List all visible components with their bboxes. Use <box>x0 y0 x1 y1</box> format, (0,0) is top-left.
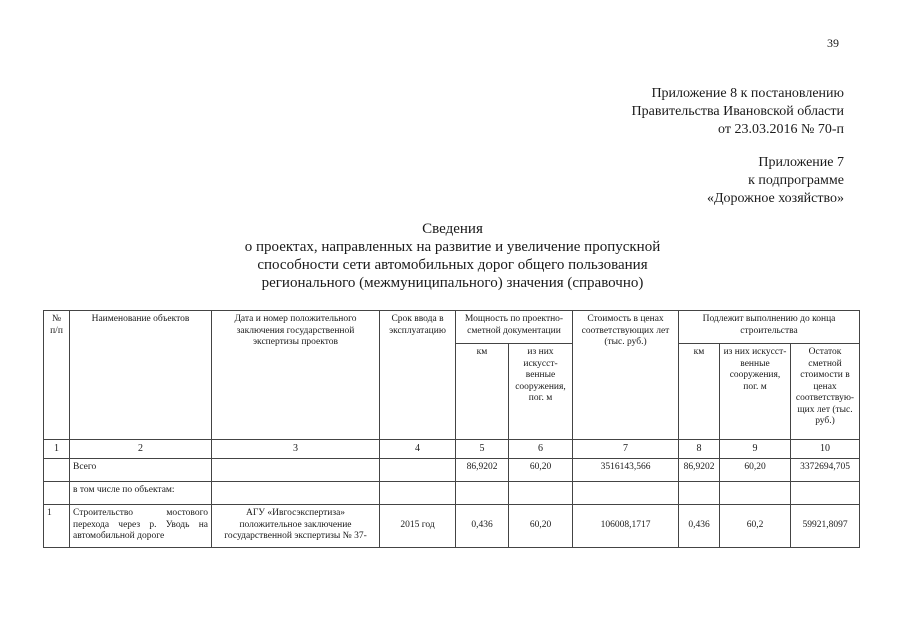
row-name: Строительство мостового перехода через р. Уводь на автомобильной дороге <box>70 505 212 548</box>
title-line-2: о проектах, направленных на развитие и увеличение пропускной <box>244 239 661 255</box>
row-commission: 2015 год <box>380 505 456 548</box>
appendix-8-line-1: Приложение 8 к постановлению <box>651 86 844 101</box>
appendix-8-header <box>632 85 844 139</box>
header-commission: Срок ввода в эксплуатацию <box>380 311 456 440</box>
appendix-7-line-2: к подпрограмме <box>748 173 844 188</box>
appendix-8-line-3: от 23.03.2016 № 70-п <box>718 122 844 137</box>
column-number: 7 <box>573 440 679 459</box>
total-structures: 60,20 <box>509 459 573 482</box>
total-remaining-cost: 3372694,705 <box>791 459 860 482</box>
column-number: 10 <box>791 440 860 459</box>
appendix-7-header <box>707 154 844 208</box>
column-number: 3 <box>212 440 380 459</box>
appendix-7-line-3: «Дорожное хозяйство» <box>706 191 844 206</box>
column-number: 1 <box>44 440 70 459</box>
header-capacity: Мощность по проектно-сметной документации <box>456 311 573 344</box>
total-remaining-structures: 60,20 <box>720 459 791 482</box>
row-expertise: АГУ «Ивгосэкспертиза» положительное заключение государственной экспертизы № 37- <box>212 505 380 548</box>
row-remaining-km: 0,436 <box>679 505 720 548</box>
title-line-1: Сведения <box>422 221 483 237</box>
column-number: 9 <box>720 440 791 459</box>
header-num: № п/п <box>44 311 70 440</box>
header-remaining: Подлежит выполнению до конца строительства <box>679 311 860 344</box>
column-number: 5 <box>456 440 509 459</box>
column-number-row <box>44 440 860 459</box>
title-line-4: регионального (межмуниципального) значения (справочно) <box>261 275 644 291</box>
header-remaining-cost: Остаток сметной стоимости в ценах соответствую-щих лет (тыс. руб.) <box>791 344 860 440</box>
row-num: 1 <box>44 505 70 548</box>
column-number: 6 <box>509 440 573 459</box>
header-cost: Стоимость в ценах соответствующих лет (тыс. руб.) <box>573 311 679 440</box>
total-remaining-km: 86,9202 <box>679 459 720 482</box>
total-km: 86,9202 <box>456 459 509 482</box>
header-capacity-structures: из них искусст-венные сооружения, пог. м <box>509 344 573 440</box>
header-name: Наименование объектов <box>70 311 212 440</box>
row-structures: 60,20 <box>509 505 573 548</box>
row-remaining-cost: 59921,8097 <box>791 505 860 548</box>
subheader-row <box>44 482 860 505</box>
appendix-8-line-2: Правительства Ивановской области <box>631 104 844 119</box>
column-number: 2 <box>70 440 212 459</box>
total-label: Всего <box>70 459 212 482</box>
row-remaining-structures: 60,2 <box>720 505 791 548</box>
total-row <box>44 459 860 482</box>
header-capacity-km: км <box>456 344 509 440</box>
row-km: 0,436 <box>456 505 509 548</box>
header-remaining-structures: из них искусст-венные сооружения, пог. м <box>720 344 791 440</box>
table-row <box>44 505 860 548</box>
subheader-label: в том числе по объектам: <box>70 482 212 505</box>
row-cost: 106008,1717 <box>573 505 679 548</box>
page-number: 39 <box>827 36 839 50</box>
total-cost: 3516143,566 <box>573 459 679 482</box>
title-line-3: способности сети автомобильных дорог общего пользования <box>257 257 648 273</box>
column-number: 8 <box>679 440 720 459</box>
document-title <box>0 220 905 292</box>
header-remaining-km: км <box>679 344 720 440</box>
column-number: 4 <box>380 440 456 459</box>
projects-table <box>43 310 860 548</box>
header-expertise: Дата и номер положительного заключения государственной экспертизы проектов <box>212 311 380 440</box>
appendix-7-line-1: Приложение 7 <box>758 155 844 170</box>
